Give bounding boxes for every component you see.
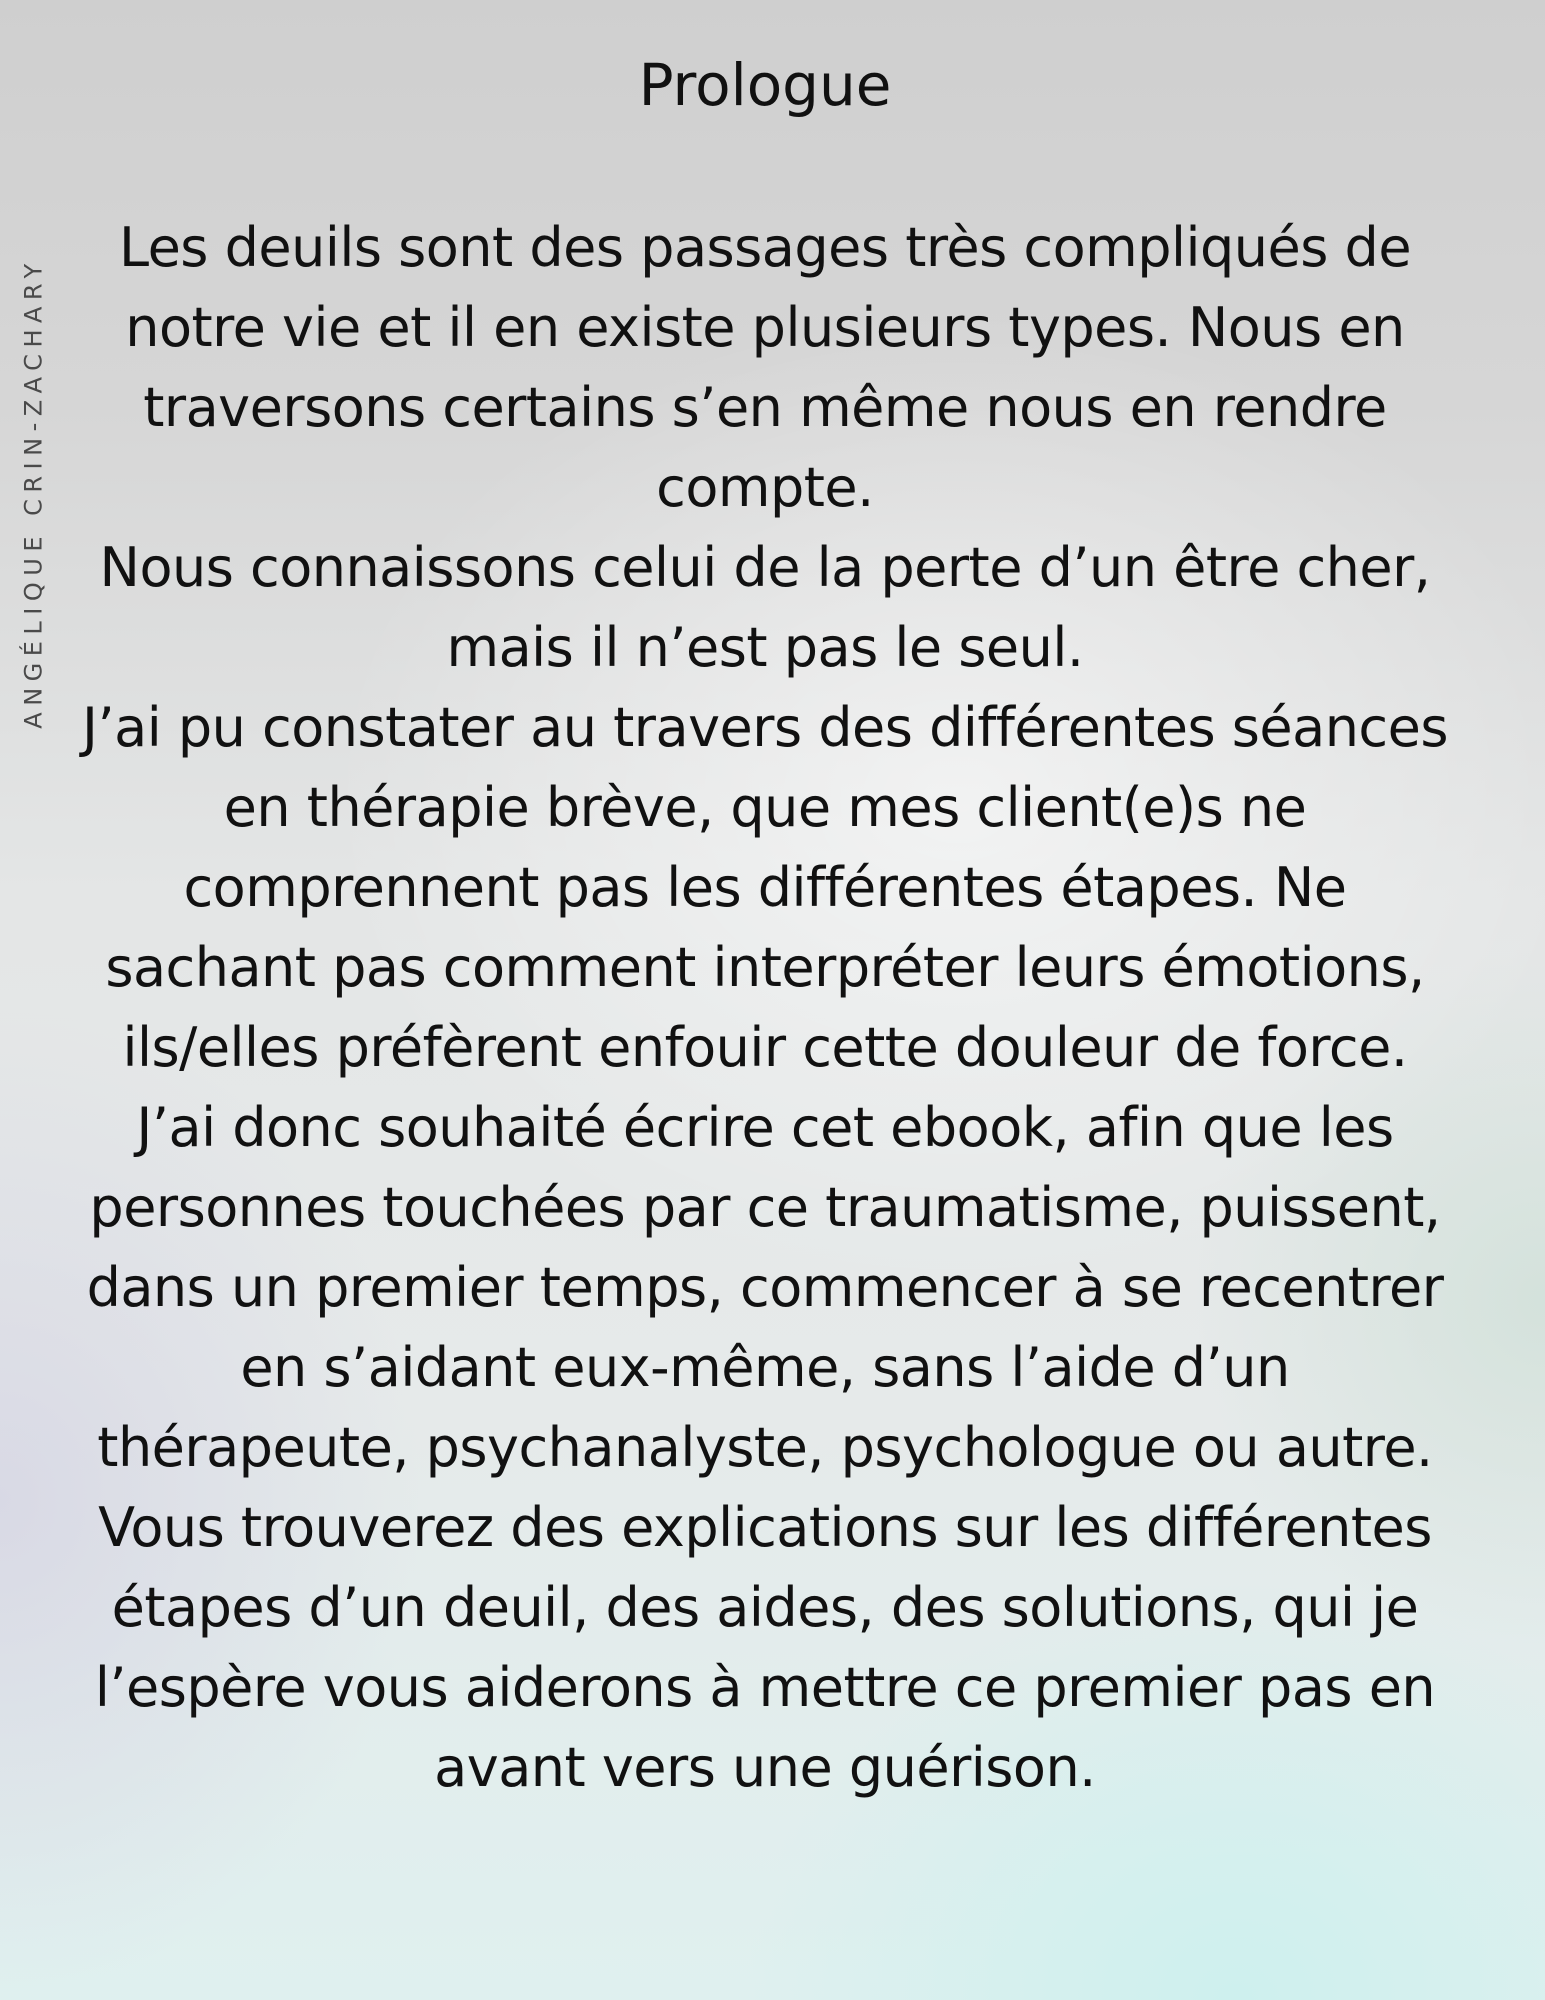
paragraph: Les deuils sont des passages très compliqués de notre vie et il en existe plusieurs types. Nous en traversons certains s’en même nous en rendre compte.	[118, 216, 1412, 519]
paragraph: Vous trouverez des explications sur les différentes étapes d’un deuil, des aides, des solutions, qui je l’espère vous aiderons à mettre ce premier pas en avant vers une guérison.	[94, 1496, 1436, 1799]
prologue-body	[80, 208, 1450, 1808]
paragraph: J’ai pu constater au travers des différentes séances en thérapie brève, que mes client(e)s ne comprennent pas les différentes étapes. Ne sachant pas comment interpréter leurs émotions, ils/elles préfèrent enfouir cette douleur de force.	[82, 696, 1448, 1079]
author-vertical-label	[14, 223, 54, 763]
paragraph: Nous connaissons celui de la perte d’un être cher, mais il n’est pas le seul.	[99, 536, 1431, 679]
page-title: Prologue	[638, 51, 892, 119]
paragraph: J’ai donc souhaité écrire cet ebook, afin que les personnes touchées par ce traumatisme, puissent, dans un premier temps, commencer à se recentrer en s’aidant eux-même, sans l’aide d’un thérapeute, psychanalyste, psychologue ou autre.	[86, 1096, 1444, 1479]
author-name: ANGÉLIQUE CRIN-ZACHARY	[20, 257, 49, 729]
